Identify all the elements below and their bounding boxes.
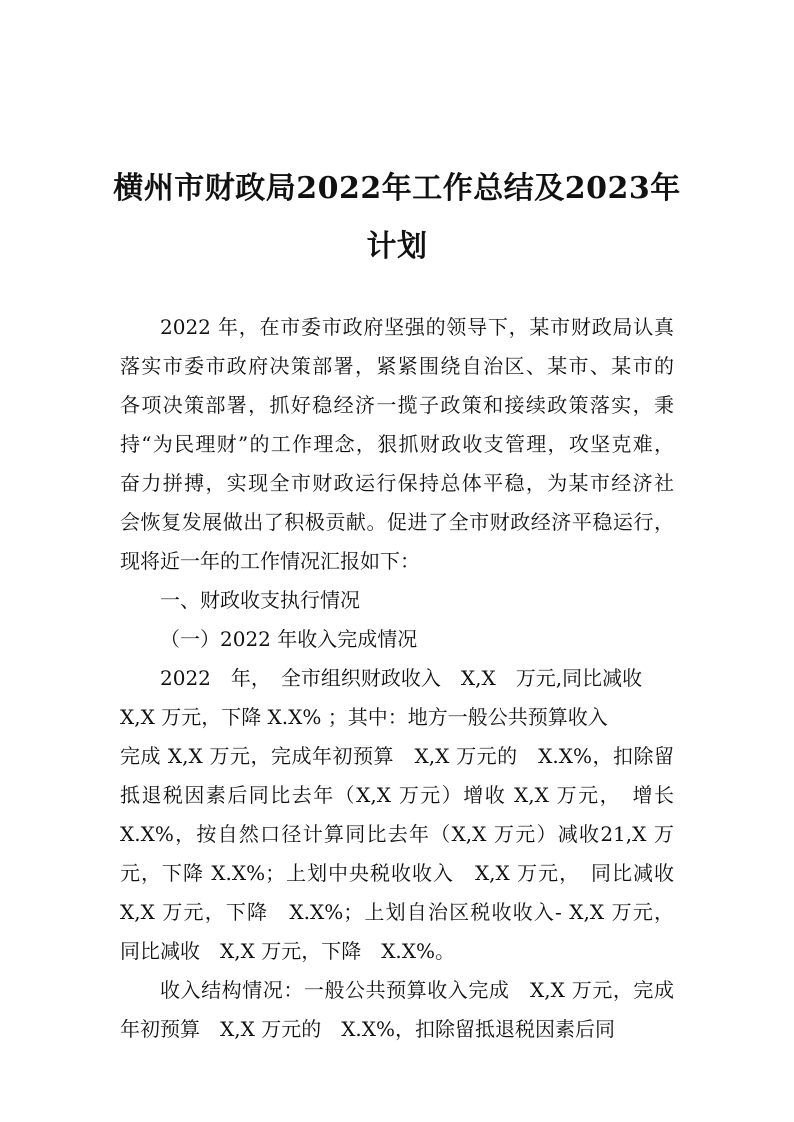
body-line-17: 年初预算 X,X 万元的 X.X%，扣除留抵退税因素后同 [120, 1017, 616, 1041]
body-line-11: 抵退税因素后同比去年（X,X 万元）增收 X,X 万元， 增长 [120, 783, 674, 807]
body-line-15: 同比减收 X,X 万元，下降 X.X%。 [120, 939, 456, 963]
body-line-2: 落实市委市政府决策部署，紧紧围绕自治区、某市、某市的 [120, 354, 674, 378]
body-line-16: 收入结构情况：一般公共预算收入完成 X,X 万元，完成 [160, 978, 674, 1002]
body-line-9: X,X 万元，下降 X.X% ；其中：地方一般公共预算收入 [120, 705, 608, 729]
body-line-14: X,X 万元，下降 X.X%；上划自治区税收收入- X,X 万元， [120, 900, 674, 924]
body-line-12: X.X%，按自然口径计算同比去年（X,X 万元）减收21,X 万 [120, 822, 674, 846]
body-line-5: 奋力拼搏，实现全市财政运行保持总体平稳，为某市经济社 [120, 471, 674, 495]
body-line-1: 2022 年，在市委市政府坚强的领导下，某市财政局认真 [160, 315, 674, 339]
body-line-3: 各项决策部署，抓好稳经济一揽子政策和接续政策落实，秉 [120, 393, 674, 417]
document-title-line-2: 计划 [366, 229, 428, 264]
body-line-10: 完成 X,X 万元，完成年初预算 X,X 万元的 X.X%，扣除留 [120, 744, 674, 768]
body-line-6: 会恢复发展做出了积极贡献。促进了全市财政经济平稳运行， [120, 510, 674, 534]
body-line-13: 元，下降 X.X%；上划中央税收收入 X,X 万元， 同比减收 [120, 861, 674, 885]
section-heading-1: 一、财政收支执行情况 [160, 588, 360, 612]
document-title-line-1: 横州市财政局2022年工作总结及2023年 [113, 171, 681, 206]
body-line-4: 持“为民理财”的工作理念，狠抓财政收支管理，攻坚克难， [120, 432, 674, 456]
body-line-8: 2022 年， 全市组织财政收入 X,X 万元,同比减收 [160, 666, 643, 690]
body-line-7: 现将近一年的工作情况汇报如下： [120, 549, 420, 573]
subsection-heading-1: （一）2022 年收入完成情况 [160, 627, 418, 651]
